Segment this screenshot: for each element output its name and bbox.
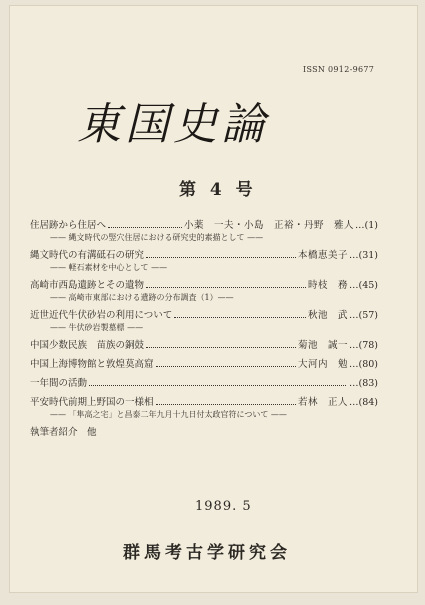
toc-leader-dots [146,346,296,348]
toc-entry-page: …(57) [348,310,378,321]
toc-entry-author: 菊池 誠一 [297,340,348,351]
toc-entry-title: 中国少数民族 苗族の銅鼓 [30,340,145,351]
issue-number: 第 4 号 [179,180,257,200]
toc-entry-author: 秋池 武 [307,310,348,321]
publication-date: 1989. 5 [195,499,252,514]
toc-entry-title: 平安時代前期上野国の一様相 [30,397,154,408]
toc-entry [30,220,378,243]
toc-entry [30,340,378,352]
toc-entry-page: …(84) [348,397,378,408]
table-of-contents [30,220,378,446]
toc-entry-title: 住居跡から住居へ [30,220,107,231]
toc-entry [30,359,378,371]
toc-entry-author: 大河内 勉 [297,359,348,370]
toc-entry-page: …(31) [348,250,378,261]
toc-leader-dots [89,384,346,386]
toc-leader-dots [146,286,306,288]
publisher-name: 群馬考古学研究会 [123,543,291,563]
toc-entry-title: 高崎市西島遺跡とその遺物 [30,280,145,291]
toc-entry-title: 近世近代牛伏砂岩の利用について [30,310,173,321]
toc-entry-subtitle: —— 高崎市東部における遺跡の分布調査（1）—— [50,293,234,302]
book-cover [9,5,418,593]
toc-entry-title: 一年間の活動 [30,378,88,389]
toc-leader-dots [174,316,306,318]
toc-leader-dots [156,403,296,405]
toc-entry-title: 執筆者紹介 他 [30,427,97,438]
issn-label: ISSN 0912-9677 [303,65,375,74]
toc-entry-author: 若林 正人 [297,397,348,408]
toc-entry-subtitle: —— 縄文時代の竪穴住居における研究史的素描として —— [50,233,264,242]
toc-entry-subtitle: —— 軽石素材を中心として —— [50,263,168,272]
toc-leader-dots [156,365,296,367]
toc-entry-page: …(80) [348,359,378,370]
toc-entry-page: …(1) [355,220,378,231]
toc-entry-page: …(45) [348,280,378,291]
journal-title: 東国史論 [77,99,269,150]
toc-leader-dots [146,256,296,258]
toc-entry-author: 本橋恵美子 [297,250,348,261]
toc-entry [30,378,378,390]
toc-leader-dots [108,226,182,228]
toc-entry-subtitle: —— 「隼高之宅」と昌泰二年九月十九日付太政官符について —— [50,410,287,419]
toc-entry [30,397,378,420]
toc-entry-title: 縄文時代の有溝砥石の研究 [30,250,145,261]
toc-entry [30,250,378,273]
toc-entry-author: 時枝 務 [307,280,348,291]
toc-entry-author: 小薬 一夫・小島 正裕・丹野 雅人 [184,220,355,231]
toc-entry-page: …(83) [348,378,378,389]
toc-entry-title: 中国上海博物館と敦煌莫高窟 [30,359,154,370]
toc-entry [30,280,378,303]
toc-entry [30,310,378,333]
toc-entry-subtitle: —— 牛伏砂岩製墓標 —— [50,323,144,332]
toc-entry-page: …(78) [348,340,378,351]
toc-entry [30,427,378,439]
